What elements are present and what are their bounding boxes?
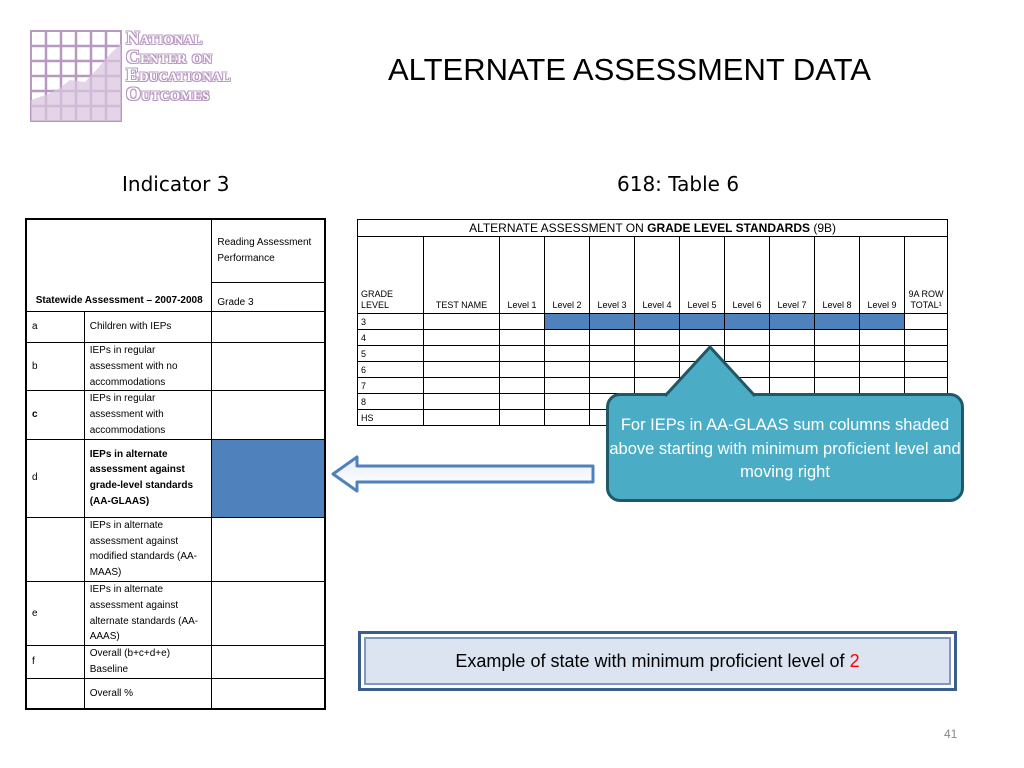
shaded-cell bbox=[635, 314, 680, 330]
callout-pointer bbox=[665, 345, 765, 397]
row-description: IEPs in alternate assessment against alternate standards (AA-AAAS) bbox=[84, 581, 212, 645]
row-description: Overall % bbox=[84, 678, 212, 709]
row-letter bbox=[26, 678, 84, 709]
row-value-cell bbox=[212, 646, 325, 679]
row-value-cell bbox=[212, 581, 325, 645]
level-7-header: Level 7 bbox=[770, 237, 815, 314]
row-description: Overall (b+c+d+e) Baseline bbox=[84, 646, 212, 679]
grade-level-header: GRADE LEVEL bbox=[358, 237, 424, 314]
shaded-cell bbox=[725, 314, 770, 330]
level-3-header: Level 3 bbox=[590, 237, 635, 314]
row-description: IEPs in alternate assessment against modified standards (AA-MAAS) bbox=[84, 517, 212, 581]
row-value-cell bbox=[212, 343, 325, 391]
row-value-cell bbox=[212, 517, 325, 581]
grade-cell: 5 bbox=[358, 346, 424, 362]
indicator-3-table bbox=[25, 218, 326, 710]
row-letter: c bbox=[26, 391, 84, 439]
row-letter: d bbox=[26, 439, 84, 517]
page-number: 41 bbox=[944, 727, 958, 741]
statewide-assessment-header: Statewide Assessment – 2007-2008 bbox=[26, 219, 212, 312]
example-text: Example of state with minimum proficient level of bbox=[455, 650, 845, 671]
row-description: IEPs in regular assessment with no accommodations bbox=[84, 343, 212, 391]
grade-3-header: Grade 3 bbox=[212, 283, 325, 312]
indicator-3-label: Indicator 3 bbox=[122, 172, 230, 196]
level-1-header: Level 1 bbox=[500, 237, 545, 314]
row-description: Children with IEPs bbox=[84, 312, 212, 343]
logo-wordmark: National Center on Educational Outcomes bbox=[126, 28, 231, 105]
row-letter: b bbox=[26, 343, 84, 391]
shaded-cell bbox=[590, 314, 635, 330]
callout-text: For IEPs in AA-GLAAS sum columns shaded above starting with minimum proficient level and moving right bbox=[609, 416, 961, 481]
level-6-header: Level 6 bbox=[725, 237, 770, 314]
row-value-cell bbox=[212, 678, 325, 709]
grade-cell: 6 bbox=[358, 362, 424, 378]
shaded-cell bbox=[770, 314, 815, 330]
level-8-header: Level 8 bbox=[815, 237, 860, 314]
table-cell bbox=[905, 314, 948, 330]
row-letter: f bbox=[26, 646, 84, 679]
row-letter: a bbox=[26, 312, 84, 343]
slide-title: ALTERNATE ASSESSMENT DATA bbox=[388, 52, 871, 87]
row-value-cell bbox=[212, 391, 325, 439]
level-4-header: Level 4 bbox=[635, 237, 680, 314]
grade-cell: HS bbox=[358, 410, 424, 426]
grade-cell: 4 bbox=[358, 330, 424, 346]
row-letter bbox=[26, 517, 84, 581]
level-9-header: Level 9 bbox=[860, 237, 905, 314]
logo-grid-graphic bbox=[30, 30, 122, 122]
grade-cell: 7 bbox=[358, 378, 424, 394]
row-value-cell bbox=[212, 312, 325, 343]
level-5-header: Level 5 bbox=[680, 237, 725, 314]
table-6-title: ALTERNATE ASSESSMENT ON GRADE LEVEL STANDARDS (9B) bbox=[358, 220, 948, 237]
grade-cell: 3 bbox=[358, 314, 424, 330]
left-arrow-icon bbox=[331, 455, 597, 493]
row-description: IEPs in regular assessment with accommodations bbox=[84, 391, 212, 439]
table-6-label: 618: Table 6 bbox=[617, 172, 740, 196]
row-total-header: 9A ROW TOTAL¹ bbox=[905, 237, 948, 314]
row-letter: e bbox=[26, 581, 84, 645]
minimum-proficient-level: 2 bbox=[849, 650, 860, 671]
shaded-cell bbox=[545, 314, 590, 330]
grade-cell: 8 bbox=[358, 394, 424, 410]
table-cell bbox=[500, 314, 545, 330]
reading-performance-header: Reading Assessment Performance bbox=[212, 219, 325, 283]
shaded-cell bbox=[815, 314, 860, 330]
level-2-header: Level 2 bbox=[545, 237, 590, 314]
row-description: IEPs in alternate assessment against grade-level standards (AA-GLAAS) bbox=[84, 439, 212, 517]
table-cell bbox=[424, 314, 500, 330]
shaded-cell bbox=[680, 314, 725, 330]
shaded-cell bbox=[860, 314, 905, 330]
nceo-logo bbox=[30, 28, 262, 122]
example-note-box bbox=[358, 631, 957, 691]
aa-glaas-shaded-cell bbox=[212, 439, 325, 517]
test-name-header: TEST NAME bbox=[424, 237, 500, 314]
